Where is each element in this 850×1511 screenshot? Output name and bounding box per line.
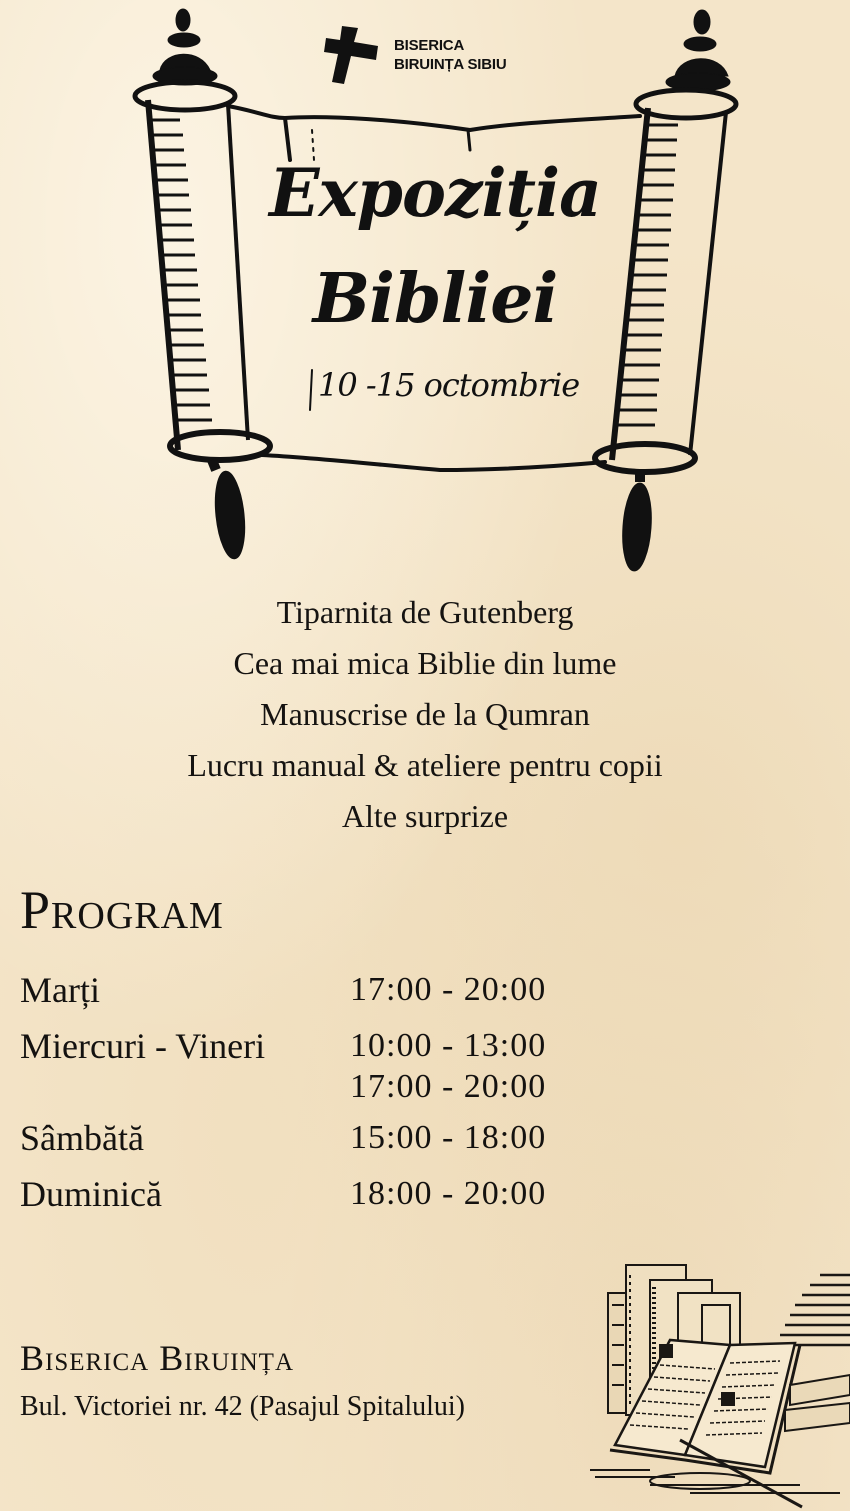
- church-logo: [324, 24, 506, 86]
- schedule-table: [20, 962, 546, 1222]
- schedule-time: 18:00 - 20:00: [350, 1175, 547, 1212]
- feature-item: Manuscrise de la Qumran: [260, 696, 590, 732]
- feature-item: Lucru manual & ateliere pentru copii: [187, 747, 663, 783]
- schedule-day: Duminică: [20, 1174, 162, 1214]
- schedule-row: [20, 962, 546, 1018]
- schedule-time: 10:00 - 13:00: [350, 1027, 547, 1064]
- event-title-line2: Bibliei: [312, 259, 558, 339]
- feature-item: Tiparnita de Gutenberg: [276, 594, 574, 630]
- schedule-day: Miercuri - Vineri: [20, 1026, 266, 1066]
- feature-item: Alte surprize: [341, 798, 509, 834]
- cross-icon: [324, 24, 380, 86]
- right-roller: [595, 10, 736, 572]
- church-name: Biserica Biruința: [20, 1338, 295, 1378]
- logo-line1: BISERICA: [394, 37, 465, 54]
- schedule-day: Marți: [20, 970, 100, 1010]
- program-heading: Program: [20, 880, 224, 940]
- schedule-time: 17:00 - 20:00: [350, 971, 547, 1008]
- schedule-time: 15:00 - 18:00: [350, 1119, 547, 1156]
- feature-item: Cea mai mica Biblie din lume: [233, 645, 617, 681]
- event-title-line1: Expoziția: [269, 154, 601, 232]
- schedule-day: Sâmbătă: [20, 1118, 144, 1158]
- schedule-time: 17:00 - 20:00: [350, 1068, 547, 1105]
- logo-line2: BIRUINȚA SIBIU: [394, 56, 507, 73]
- event-dates: 10 -15 octombrie: [318, 366, 580, 404]
- schedule-row: [20, 1166, 546, 1222]
- books-illustration: [590, 1245, 850, 1511]
- schedule-row: [20, 1110, 546, 1166]
- logo-text: [394, 36, 506, 74]
- left-roller: [135, 9, 270, 560]
- features-list: [0, 587, 850, 842]
- church-address: Bul. Victoriei nr. 42 (Pasajul Spitalului): [20, 1391, 465, 1422]
